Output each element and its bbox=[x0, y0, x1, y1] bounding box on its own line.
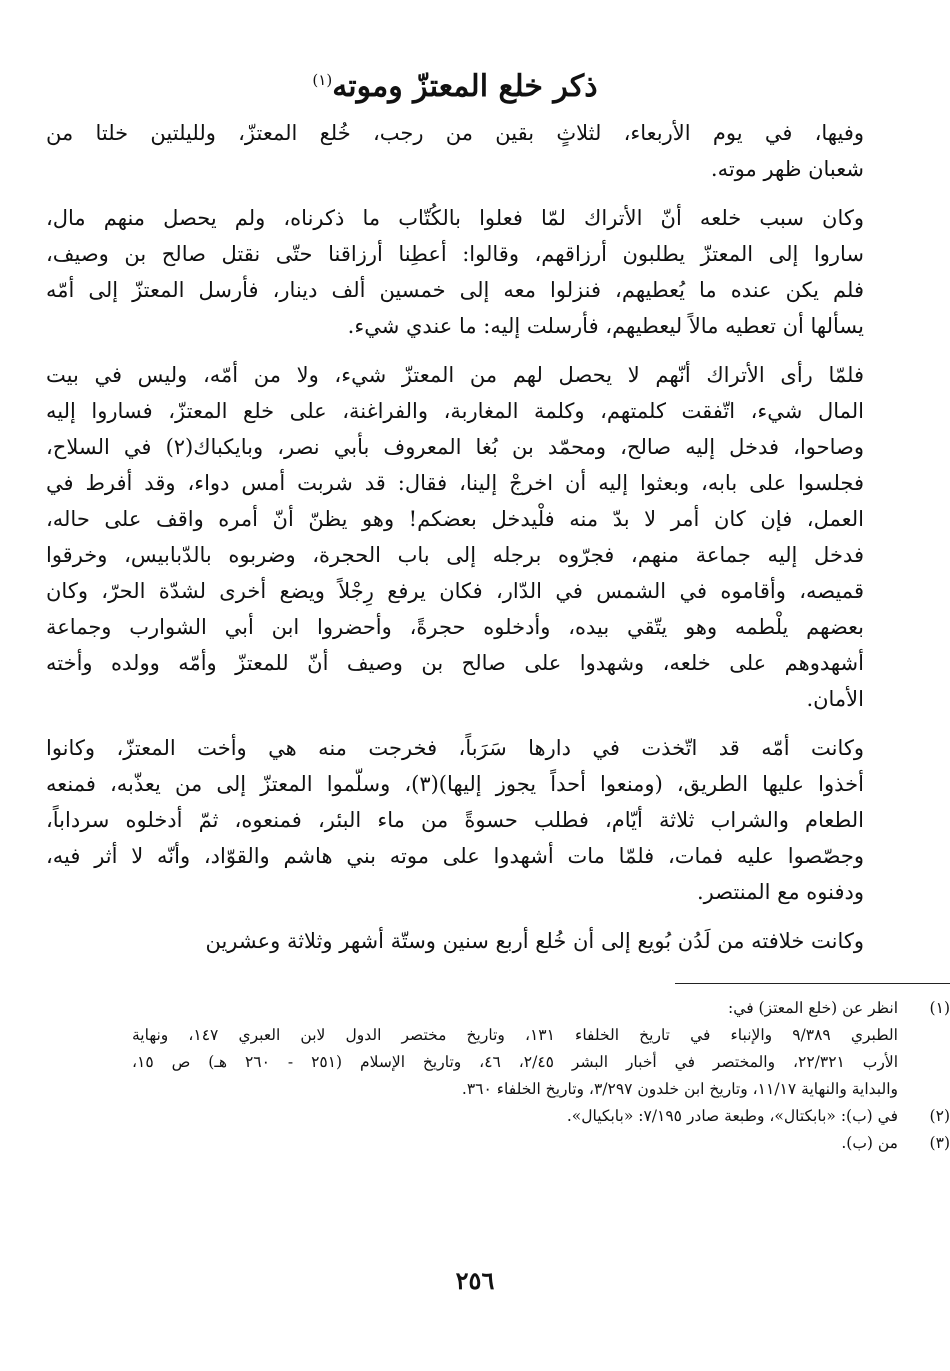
footnote-line: انظر عن (خلع المعتز) في: bbox=[728, 999, 898, 1017]
footnote-line: الأرب ٢٢/٣٢١، والمختصر في أخبار البشر ٢/٤٥، ٤٦، وتاريخ الإسلام (٢٥١ - ٢٦٠ هـ) ص ١٥، bbox=[132, 1053, 898, 1071]
footnote-separator bbox=[675, 983, 950, 984]
text-line: فلمّا رأى الأتراك أنّهم لا يحصل لهم من المعتزّ شيء، ولا من أمّه، وليس في بيت bbox=[46, 363, 864, 387]
text-line: قميصه، وأقاموه في الشمس في الدّار، فكان يرفع رِجْلاً ويضع أخرى لشدّة الحرّ، وكان bbox=[46, 579, 864, 603]
text-line: المال شيء، اتّفقت كلمتهم، وكلمة المغاربة، والفراغنة، على خلع المعتزّ، فساروا إليه bbox=[46, 399, 864, 423]
footnote bbox=[132, 1103, 950, 1130]
footnote bbox=[132, 995, 950, 1103]
page-number: ٢٥٦ bbox=[455, 1266, 495, 1295]
text-line: ودفنوه مع المنتصر. bbox=[696, 880, 864, 904]
paragraph bbox=[46, 923, 864, 959]
body-text bbox=[46, 115, 864, 959]
text-line: الأمان. bbox=[806, 687, 864, 711]
footnote-text bbox=[132, 995, 898, 1103]
text-line: وجصّصوا عليه فمات، فلمّا مات أشهدوا على موته بني هاشم والقوّاد، وأنّه لا أثر فيه، bbox=[46, 844, 864, 868]
footnote-number: (١) bbox=[929, 999, 950, 1017]
text-line: الطعام والشراب ثلاثة أيّام، فطلب حسوةً من ماء البئر، فمنعوه، ثمّ أدخلوه سرداباً، bbox=[46, 808, 864, 832]
text-line: بعضهم يلْطمه وهو يتّقي بيده، وأدخلوه حجرةً، وأحضروا ابن أبي الشوارب وجماعة bbox=[46, 615, 864, 639]
text-line: شعبان ظهر موته. bbox=[710, 157, 864, 181]
footnote-line: والبداية والنهاية ١١/١٧، وتاريخ ابن خلدون ٣/٢٩٧، وتاريخ الخلفاء ٣٦٠. bbox=[461, 1080, 898, 1098]
paragraph bbox=[46, 200, 864, 344]
title-footnote-ref: (١) bbox=[312, 71, 333, 89]
paragraph bbox=[46, 357, 864, 717]
text-line: فلم يكن عنده ما يُعطيهم، فنزلوا معه إلى خمسين ألف دينار، فأرسل المعتزّ إلى أمّه bbox=[46, 278, 864, 302]
footnote-line: الطبري ٩/٣٨٩ والإنباء في تاريخ الخلفاء ١٣١، وتاريخ مختصر الدول لابن العبري ١٤٧، ونهاية bbox=[132, 1026, 898, 1044]
text-line: وكانت خلافته من لَدُن بُويع إلى أن خُلع أربع سنين وستّة أشهر وثلاثة وعشرين bbox=[205, 929, 864, 953]
footnote-text bbox=[132, 1130, 898, 1157]
text-line: العمل، فإن كان أمر لا بدّ منه فلْيدخل بعضكم! وهو يظنّ أنّ أمره واقف على حاله، bbox=[46, 507, 864, 531]
paragraph bbox=[46, 730, 864, 910]
page-content bbox=[46, 58, 864, 972]
text-line: يسألها أن تعطيه مالاً ليعطيهم، فأرسلت إليه: ما عندي شيء. bbox=[347, 314, 864, 338]
paragraph bbox=[46, 115, 864, 187]
page-title bbox=[46, 58, 864, 109]
text-line: وصاحوا، فدخل إليه صالح، ومحمّد بن بُغا المعروف بأبي نصر، وبايكباك(٢) في السلاح، bbox=[46, 435, 864, 459]
text-line: وكانت أمّه قد اتّخذت في دارها سَرَباً، فخرجت منه هي وأخت المعتزّ، وكانوا bbox=[46, 736, 864, 760]
footnote-line: من (ب). bbox=[841, 1134, 898, 1152]
footnote bbox=[132, 1130, 950, 1157]
footnote-number: (٢) bbox=[929, 1107, 950, 1125]
footnote-number: (٣) bbox=[929, 1134, 950, 1152]
text-line: وكان سبب خلعه أنّ الأتراك لمّا فعلوا بالكُتّاب ما ذكرناه، ولم يحصل منهم مال، bbox=[46, 206, 864, 230]
text-line: ساروا إلى المعتزّ يطلبون أرزاقهم، وقالوا: أعطِنا أرزاقنا حتّى نقتل صالح بن وصيف، bbox=[46, 242, 864, 266]
text-line: وفيها، في يوم الأربعاء، لثلاثٍ بقين من رجب، خُلع المعتزّ، ولليلتين خلتا من bbox=[46, 121, 864, 145]
footnotes bbox=[132, 995, 950, 1157]
footnote-text bbox=[132, 1103, 898, 1130]
text-line: فدخل إليه جماعة منهم، فجرّوه برجله إلى باب الحجرة، وضربوه بالدّبابيس، وخرقوا bbox=[46, 543, 864, 567]
text-line: فجلسوا على بابه، وبعثوا إليه أن اخرجْ إلينا، فقال: قد شربت أمس دواء، وقد أفرط في bbox=[46, 471, 864, 495]
title-text: ذكر خلع المعتزّ وموته bbox=[332, 69, 598, 104]
footnote-line: في (ب): «بابكتال»، وطبعة صادر ٧/١٩٥: «بابكيال». bbox=[566, 1107, 898, 1125]
text-line: أخذوا عليها الطريق، (ومنعوا أحداً يجوز إليها)(٣)، وسلّموا المعتزّ إلى من يعذّبه، فمنعه bbox=[46, 772, 864, 796]
text-line: أشهدوهم على خلعه، وشهدوا على صالح بن وصيف أنّ للمعتزّ وأمّه وولده وأخته bbox=[46, 651, 864, 675]
